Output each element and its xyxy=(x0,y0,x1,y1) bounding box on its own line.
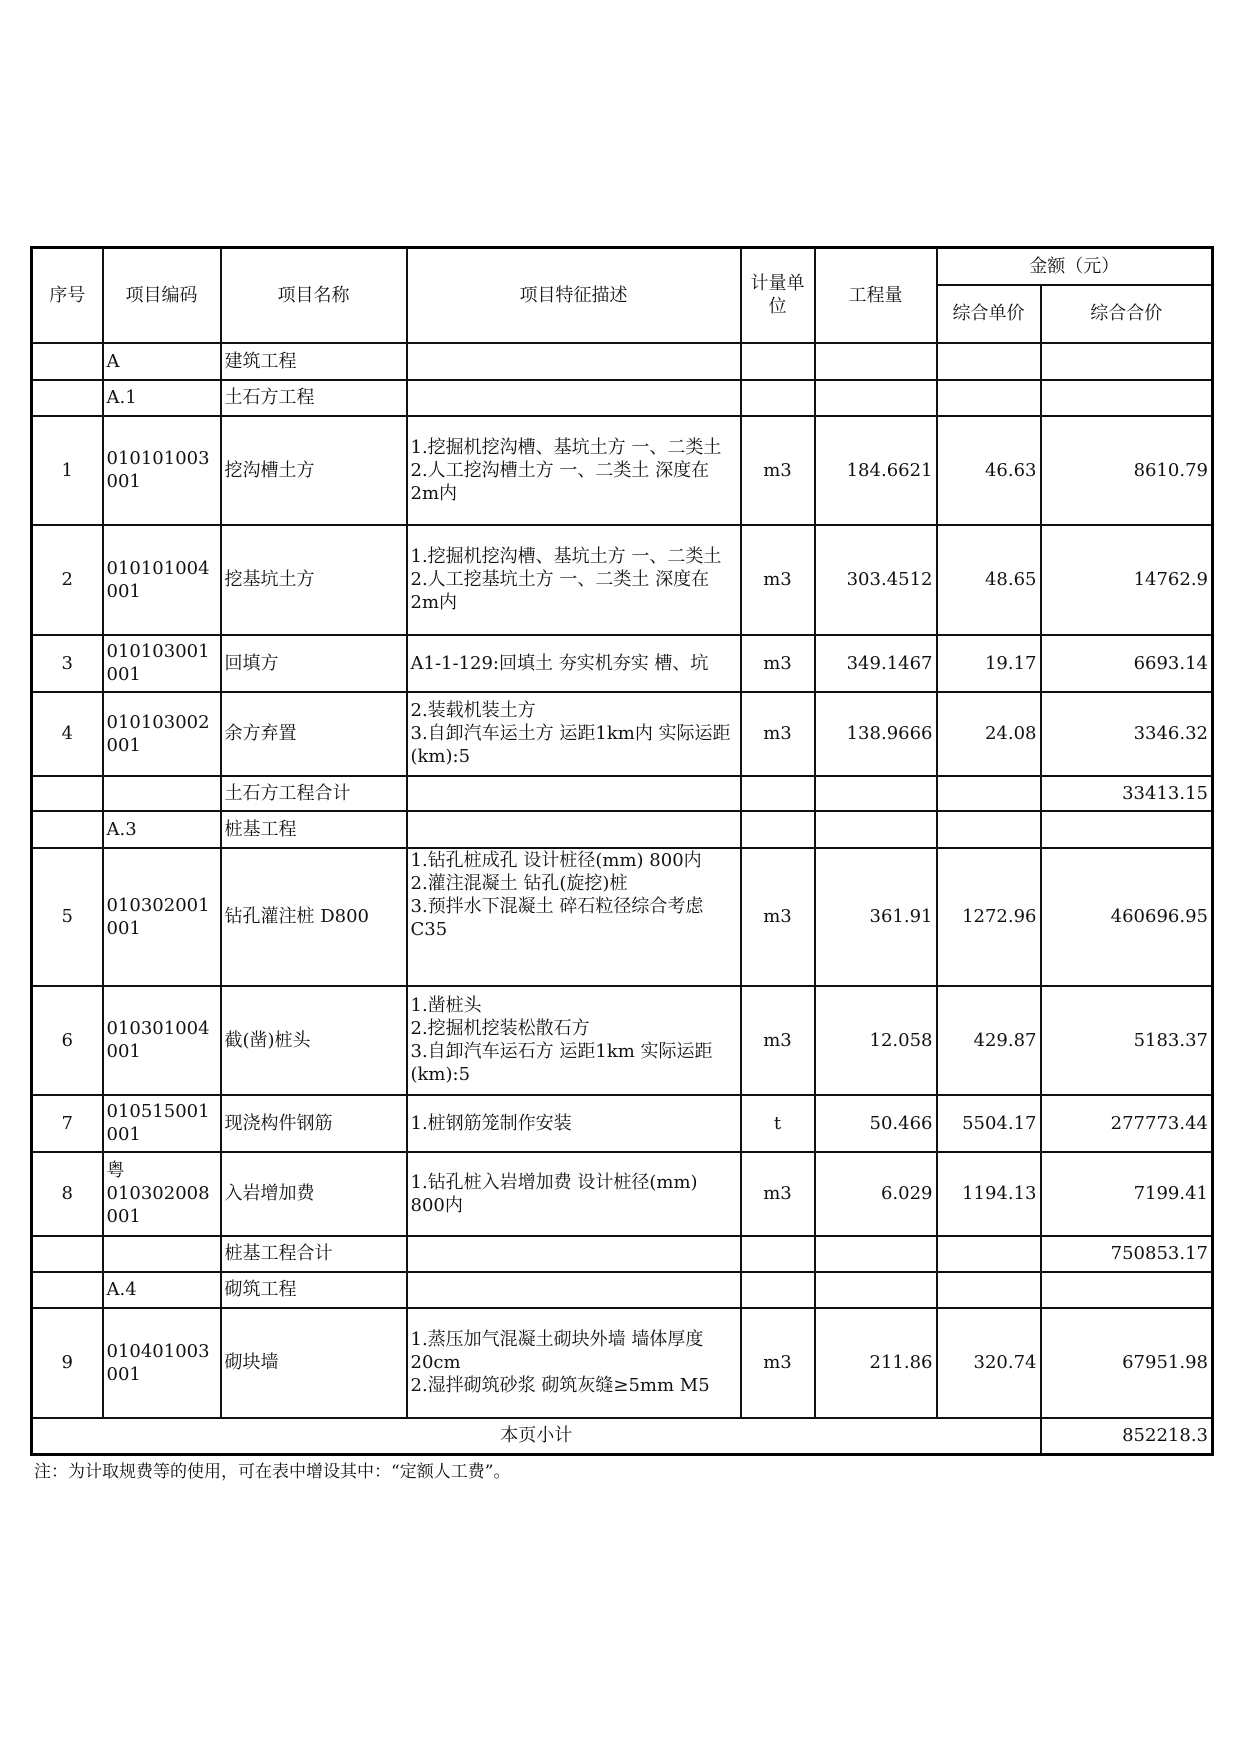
seq-cell xyxy=(32,776,103,811)
page-total-value: 852218.3 xyxy=(1041,1418,1213,1455)
quantity-cell xyxy=(815,380,937,416)
code-cell: 010302001001 xyxy=(103,848,221,986)
description-cell xyxy=(407,776,741,811)
unit-cell: m3 xyxy=(741,525,815,635)
unit-price-cell: 19.17 xyxy=(937,635,1041,692)
seq-cell xyxy=(32,1272,103,1308)
page-total-label: 本页小计 xyxy=(32,1418,1041,1455)
section-row xyxy=(32,380,1213,416)
quantity-cell xyxy=(815,1236,937,1272)
quantity-cell: 6.029 xyxy=(815,1152,937,1236)
total-price-cell: 7199.41 xyxy=(1041,1152,1213,1236)
unit-cell: m3 xyxy=(741,692,815,776)
code-cell: 010515001001 xyxy=(103,1095,221,1152)
description-cell xyxy=(407,811,741,848)
total-price-cell: 277773.44 xyxy=(1041,1095,1213,1152)
description-cell: 1.凿桩头 2.挖掘机挖装松散石方 3.自卸汽车运石方 运距1km 实际运距(km):5 xyxy=(407,986,741,1095)
total-price-cell xyxy=(1041,1272,1213,1308)
code-cell: 010103001001 xyxy=(103,635,221,692)
code-cell: A.3 xyxy=(103,811,221,848)
description-cell: A1-1-129:回填土 夯实机夯实 槽、坑 xyxy=(407,635,741,692)
unit-cell xyxy=(741,343,815,380)
description-cell xyxy=(407,1272,741,1308)
total-price-cell: 8610.79 xyxy=(1041,416,1213,525)
code-cell xyxy=(103,776,221,811)
table-row xyxy=(32,635,1213,692)
unit-price-cell xyxy=(937,1272,1041,1308)
name-cell: 截(凿)桩头 xyxy=(221,986,407,1095)
description-cell: 1.挖掘机挖沟槽、基坑土方 一、二类土 2.人工挖基坑土方 一、二类土 深度在2m内 xyxy=(407,525,741,635)
quantity-cell: 303.4512 xyxy=(815,525,937,635)
unit-price-cell: 5504.17 xyxy=(937,1095,1041,1152)
name-cell: 土石方工程合计 xyxy=(221,776,407,811)
total-price-cell: 67951.98 xyxy=(1041,1308,1213,1418)
subtotal-row xyxy=(32,776,1213,811)
code-cell: A xyxy=(103,343,221,380)
description-cell: 1.桩钢筋笼制作安装 xyxy=(407,1095,741,1152)
name-cell: 回填方 xyxy=(221,635,407,692)
unit-cell xyxy=(741,811,815,848)
table-row xyxy=(32,848,1213,986)
quantity-cell: 349.1467 xyxy=(815,635,937,692)
unit-price-cell xyxy=(937,776,1041,811)
name-cell: 入岩增加费 xyxy=(221,1152,407,1236)
total-price-cell: 6693.14 xyxy=(1041,635,1213,692)
unit-price-cell xyxy=(937,1236,1041,1272)
header-code: 项目编码 xyxy=(103,248,221,343)
unit-price-cell xyxy=(937,380,1041,416)
name-cell: 现浇构件钢筋 xyxy=(221,1095,407,1152)
name-cell: 挖基坑土方 xyxy=(221,525,407,635)
table-body xyxy=(32,343,1213,1418)
total-price-cell xyxy=(1041,380,1213,416)
code-cell: 010401003001 xyxy=(103,1308,221,1418)
quantity-cell: 184.6621 xyxy=(815,416,937,525)
unit-price-cell: 320.74 xyxy=(937,1308,1041,1418)
seq-cell xyxy=(32,1236,103,1272)
unit-price-cell: 1272.96 xyxy=(937,848,1041,986)
seq-cell: 5 xyxy=(32,848,103,986)
seq-cell: 4 xyxy=(32,692,103,776)
code-cell xyxy=(103,1236,221,1272)
description-cell xyxy=(407,380,741,416)
total-price-cell: 460696.95 xyxy=(1041,848,1213,986)
description-cell: 1.钻孔桩成孔 设计桩径(mm) 800内 2.灌注混凝土 钻孔(旋挖)桩 3.预拌水下混凝土 碎石粒径综合考虑 C35 xyxy=(407,848,741,986)
seq-cell: 3 xyxy=(32,635,103,692)
quantity-cell: 12.058 xyxy=(815,986,937,1095)
code-cell: 粤010302008001 xyxy=(103,1152,221,1236)
name-cell: 砌块墙 xyxy=(221,1308,407,1418)
description-cell xyxy=(407,343,741,380)
unit-cell: m3 xyxy=(741,1152,815,1236)
code-cell: A.4 xyxy=(103,1272,221,1308)
unit-price-cell: 1194.13 xyxy=(937,1152,1041,1236)
unit-price-cell: 46.63 xyxy=(937,416,1041,525)
description-cell: 1.挖掘机挖沟槽、基坑土方 一、二类土 2.人工挖沟槽土方 一、二类土 深度在2m内 xyxy=(407,416,741,525)
unit-price-cell: 48.65 xyxy=(937,525,1041,635)
seq-cell: 6 xyxy=(32,986,103,1095)
section-row xyxy=(32,811,1213,848)
total-price-cell: 33413.15 xyxy=(1041,776,1213,811)
header-unit: 计量单位 xyxy=(741,248,815,343)
unit-cell xyxy=(741,1236,815,1272)
quantity-cell xyxy=(815,811,937,848)
unit-cell: m3 xyxy=(741,416,815,525)
name-cell: 砌筑工程 xyxy=(221,1272,407,1308)
seq-cell: 1 xyxy=(32,416,103,525)
page-total-row xyxy=(32,1418,1213,1455)
table-row xyxy=(32,1152,1213,1236)
quantity-cell: 138.9666 xyxy=(815,692,937,776)
unit-cell xyxy=(741,380,815,416)
total-price-cell: 3346.32 xyxy=(1041,692,1213,776)
unit-price-cell: 429.87 xyxy=(937,986,1041,1095)
seq-cell: 8 xyxy=(32,1152,103,1236)
total-price-cell: 5183.37 xyxy=(1041,986,1213,1095)
code-cell: 010101003001 xyxy=(103,416,221,525)
header-amount: 金额（元） xyxy=(937,248,1213,285)
code-cell: 010101004001 xyxy=(103,525,221,635)
unit-cell: m3 xyxy=(741,848,815,986)
quantity-cell xyxy=(815,343,937,380)
quantity-cell: 211.86 xyxy=(815,1308,937,1418)
description-cell xyxy=(407,1236,741,1272)
seq-cell xyxy=(32,343,103,380)
bill-of-quantities-table xyxy=(30,246,1214,1456)
footnote: 注：为计取规费等的使用，可在表中增设其中：“定额人工费”。 xyxy=(34,1462,511,1482)
name-cell: 建筑工程 xyxy=(221,343,407,380)
unit-price-cell xyxy=(937,811,1041,848)
description-cell: 1.蒸压加气混凝土砌块外墙 墙体厚度 20cm 2.湿拌砌筑砂浆 砌筑灰缝≥5mm M5 xyxy=(407,1308,741,1418)
header-seq: 序号 xyxy=(32,248,103,343)
unit-cell: m3 xyxy=(741,635,815,692)
header-unit-price: 综合单价 xyxy=(937,285,1041,343)
seq-cell xyxy=(32,380,103,416)
description-cell: 1.钻孔桩入岩增加费 设计桩径(mm) 800内 xyxy=(407,1152,741,1236)
header-qty: 工程量 xyxy=(815,248,937,343)
total-price-cell xyxy=(1041,811,1213,848)
unit-price-cell xyxy=(937,343,1041,380)
seq-cell: 2 xyxy=(32,525,103,635)
name-cell: 桩基工程合计 xyxy=(221,1236,407,1272)
name-cell: 桩基工程 xyxy=(221,811,407,848)
table-row xyxy=(32,986,1213,1095)
section-row xyxy=(32,343,1213,380)
unit-cell: m3 xyxy=(741,986,815,1095)
code-cell: A.1 xyxy=(103,380,221,416)
quantity-cell xyxy=(815,776,937,811)
unit-cell: m3 xyxy=(741,1308,815,1418)
seq-cell: 7 xyxy=(32,1095,103,1152)
quantity-cell: 361.91 xyxy=(815,848,937,986)
table-row xyxy=(32,416,1213,525)
seq-cell xyxy=(32,811,103,848)
section-row xyxy=(32,1272,1213,1308)
unit-price-cell: 24.08 xyxy=(937,692,1041,776)
quantity-cell: 50.466 xyxy=(815,1095,937,1152)
quantity-cell xyxy=(815,1272,937,1308)
total-price-cell: 750853.17 xyxy=(1041,1236,1213,1272)
description-cell: 2.装载机装土方 3.自卸汽车运土方 运距1km内 实际运距(km):5 xyxy=(407,692,741,776)
header-name: 项目名称 xyxy=(221,248,407,343)
table-row xyxy=(32,1095,1213,1152)
name-cell: 钻孔灌注桩 D800 xyxy=(221,848,407,986)
table-row xyxy=(32,692,1213,776)
subtotal-row xyxy=(32,1236,1213,1272)
header-desc: 项目特征描述 xyxy=(407,248,741,343)
unit-cell xyxy=(741,776,815,811)
unit-cell: t xyxy=(741,1095,815,1152)
code-cell: 010301004001 xyxy=(103,986,221,1095)
unit-cell xyxy=(741,1272,815,1308)
total-price-cell: 14762.9 xyxy=(1041,525,1213,635)
name-cell: 余方弃置 xyxy=(221,692,407,776)
name-cell: 挖沟槽土方 xyxy=(221,416,407,525)
seq-cell: 9 xyxy=(32,1308,103,1418)
table-row xyxy=(32,525,1213,635)
total-price-cell xyxy=(1041,343,1213,380)
header-total-price: 综合合价 xyxy=(1041,285,1213,343)
code-cell: 010103002001 xyxy=(103,692,221,776)
table-row xyxy=(32,1308,1213,1418)
name-cell: 土石方工程 xyxy=(221,380,407,416)
